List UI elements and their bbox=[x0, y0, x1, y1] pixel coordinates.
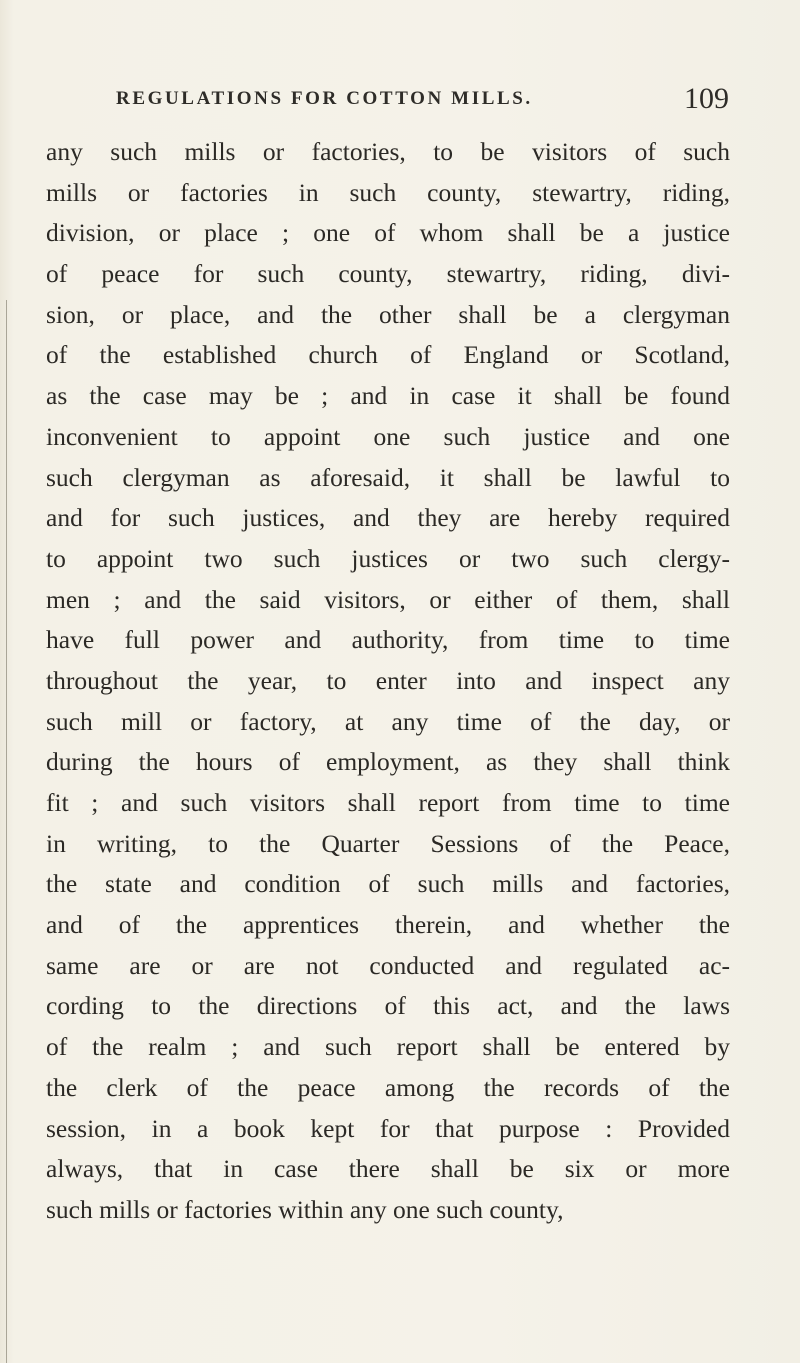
running-head-title: REGULATIONS FOR COTTON MILLS. bbox=[116, 88, 533, 109]
text-line: the clerk of the peace among the records of the bbox=[46, 1072, 730, 1102]
text-line: division, or place ; one of whom shall be a justice bbox=[46, 218, 730, 248]
text-line: inconvenient to appoint one such justice and one bbox=[46, 421, 730, 451]
page-number: 109 bbox=[684, 82, 729, 115]
text-line: sion, or place, and the other shall be a clergyman bbox=[46, 299, 730, 329]
text-line: mills or factories in such county, stewartry, riding, bbox=[46, 177, 730, 207]
text-line: always, that in case there shall be six or more bbox=[46, 1154, 730, 1184]
text-line: and of the apprentices therein, and whether the bbox=[46, 910, 730, 940]
text-line: to appoint two such justices or two such clergy- bbox=[46, 543, 730, 573]
text-line: of the realm ; and such report shall be entered by bbox=[46, 1032, 730, 1062]
text-line: such mills or factories within any one such county, bbox=[46, 1194, 564, 1224]
text-line: such mill or factory, at any time of the day, or bbox=[46, 706, 730, 736]
text-line: have full power and authority, from time to time bbox=[46, 625, 730, 655]
text-line: same are or are not conducted and regulated ac- bbox=[46, 950, 730, 980]
text-line: any such mills or factories, to be visitors of such bbox=[46, 137, 730, 166]
body-text bbox=[46, 132, 730, 1231]
text-line: and for such justices, and they are hereby required bbox=[46, 503, 730, 533]
text-line: men ; and the said visitors, or either of them, shall bbox=[46, 584, 730, 614]
text-line: the state and condition of such mills and factories, bbox=[46, 869, 730, 899]
text-line: during the hours of employment, as they shall think bbox=[46, 747, 730, 777]
text-line: throughout the year, to enter into and inspect any bbox=[46, 665, 730, 695]
text-line: as the case may be ; and in case it shall be found bbox=[46, 381, 730, 411]
running-head bbox=[0, 82, 800, 118]
text-line: in writing, to the Quarter Sessions of the Peace, bbox=[46, 828, 730, 858]
text-line: of peace for such county, stewartry, riding, divi- bbox=[46, 259, 730, 289]
text-line: fit ; and such visitors shall report from time to time bbox=[46, 788, 730, 817]
text-line: such clergyman as aforesaid, it shall be lawful to bbox=[46, 462, 730, 492]
text-line: cording to the directions of this act, and the laws bbox=[46, 991, 730, 1021]
page-gutter-line bbox=[6, 300, 7, 1363]
text-line: session, in a book kept for that purpose : Provided bbox=[46, 1113, 730, 1143]
text-line: of the established church of England or Scotland, bbox=[46, 340, 730, 370]
